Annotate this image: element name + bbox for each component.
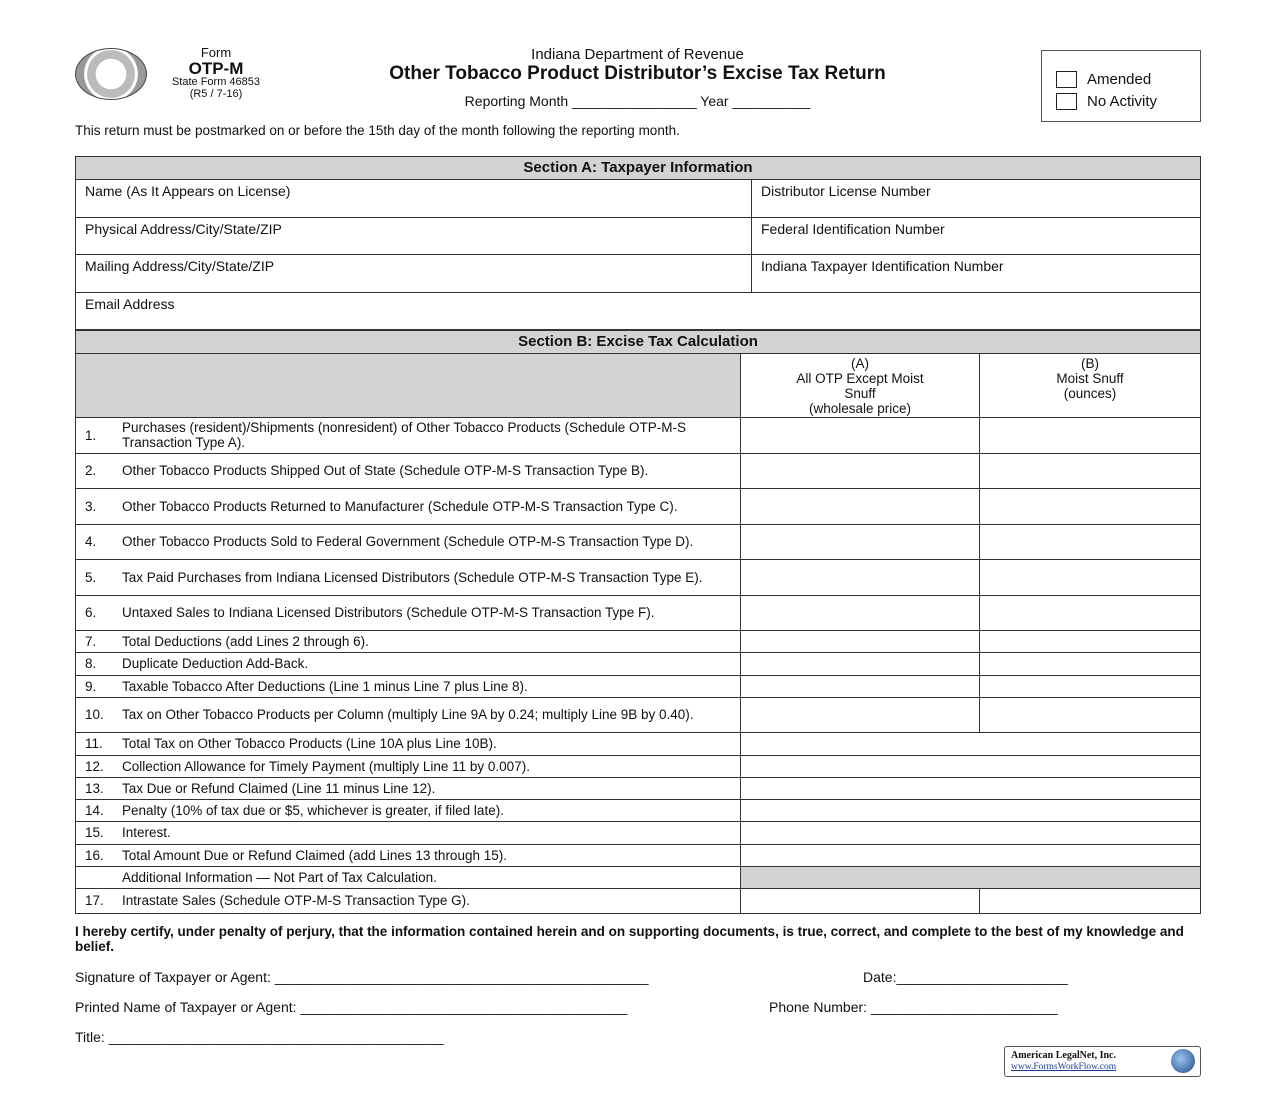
line-description: Penalty (10% of tax due or $5, whichever is greater, if filed late). (122, 802, 504, 818)
column-a-field[interactable] (740, 489, 979, 524)
column-a-field[interactable] (740, 653, 979, 675)
column-a-field[interactable] (740, 560, 979, 595)
column-divider (740, 354, 741, 417)
line-description: Collection Allowance for Timely Payment (multiply Line 11 by 0.007). (122, 758, 530, 774)
column-a-header: (A) All OTP Except Moist Snuff (wholesale price) (796, 356, 924, 416)
line-item-row (76, 652, 740, 675)
line-item-row (76, 866, 740, 888)
title-field[interactable]: ___________________________________________ (108, 1029, 444, 1045)
line-description: Tax on Other Tobacco Products per Column (multiply Line 9A by 0.24; multiply Line 9B by 0.40). (122, 707, 694, 722)
line-item-row (76, 732, 740, 755)
line-number: 14. (85, 802, 104, 818)
line-item-row (76, 755, 740, 777)
line-number: 7. (85, 633, 97, 649)
amended-checkbox[interactable] (1056, 71, 1077, 88)
license-number-field[interactable]: Distributor License Number (752, 180, 1200, 218)
amount-field[interactable] (740, 733, 1200, 755)
line-description: Tax Paid Purchases from Indiana Licensed Distributors (Schedule OTP-M-S Transaction Type E). (122, 569, 703, 585)
department-name: Indiana Department of Revenue (531, 46, 744, 63)
line-item-row (76, 888, 740, 913)
email-field[interactable]: Email Address (85, 296, 175, 312)
column-a-field[interactable] (740, 525, 979, 559)
reporting-period-field[interactable]: Reporting Month ________________ Year __________ (464, 93, 811, 109)
no-activity-checkbox[interactable] (1056, 93, 1077, 110)
physical-address-field[interactable]: Physical Address/City/State/ZIP (76, 218, 751, 255)
line-description: Other Tobacco Products Returned to Manufacturer (Schedule OTP-M-S Transaction Type C). (122, 498, 678, 514)
amount-field[interactable] (740, 778, 1200, 799)
line-description: Interest. (122, 825, 171, 840)
amended-label: Amended (1087, 71, 1152, 88)
line-number: 3. (85, 498, 97, 514)
column-a-field[interactable] (740, 631, 979, 652)
line-item-row (76, 453, 740, 488)
printed-name-field[interactable]: __________________________________________ (300, 999, 628, 1015)
column-divider (979, 354, 980, 417)
fein-field[interactable]: Federal Identification Number (752, 218, 1200, 255)
line-description: Other Tobacco Products Sold to Federal Government (Schedule OTP-M-S Transaction Type D). (122, 534, 694, 549)
title-row (75, 1029, 444, 1045)
column-b-field[interactable] (979, 560, 1200, 595)
line-number: 13. (85, 780, 104, 796)
column-b-field[interactable] (979, 653, 1200, 675)
phone-label: Phone Number: (769, 999, 868, 1015)
line-item-row (76, 799, 740, 821)
column-b-field[interactable] (979, 418, 1200, 453)
mailing-address-field[interactable]: Mailing Address/City/State/ZIP (76, 255, 751, 293)
amended-option[interactable] (1056, 71, 1151, 88)
line-number: 17. (85, 893, 104, 908)
status-checkbox-group (1041, 50, 1201, 122)
line-description: Duplicate Deduction Add-Back. (122, 656, 309, 671)
line-description: Intrastate Sales (Schedule OTP-M-S Transaction Type G). (122, 893, 470, 908)
signature-field[interactable]: ________________________________________________ (274, 969, 649, 985)
title-label: Title: (75, 1029, 105, 1045)
signature-label: Signature of Taxpayer or Agent: (75, 969, 271, 985)
line-description: Total Amount Due or Refund Claimed (add Lines 13 through 15). (122, 847, 507, 863)
column-b-field[interactable] (979, 698, 1200, 732)
line-item-row (76, 697, 740, 732)
line-number: 16. (85, 847, 104, 863)
date-field[interactable]: ______________________ (896, 969, 1068, 985)
line-number: 4. (85, 534, 97, 549)
publisher-link[interactable]: www.FormsWorkFlow.com (1011, 1062, 1117, 1072)
line-number: 11. (85, 736, 103, 751)
line-item-row (76, 417, 740, 453)
section-a-header: Section A: Taxpayer Information (76, 157, 1200, 180)
section-a-taxpayer-info (75, 156, 1201, 330)
column-a-field[interactable] (740, 676, 979, 697)
line-number: 10. (85, 707, 104, 722)
form-label: Form (200, 45, 232, 60)
amount-field[interactable] (740, 845, 1200, 866)
section-a-divider (751, 180, 752, 293)
line-item-row (76, 595, 740, 630)
printed-name-row (75, 999, 627, 1015)
line-description: Additional Information — Not Part of Tax Calculation. (122, 869, 437, 885)
amount-field[interactable] (740, 800, 1200, 821)
column-a-field[interactable] (740, 418, 979, 453)
line-description: Purchases (resident)/Shipments (nonresident) of Other Tobacco Products (Schedule OTP-M-S Transaction Type A). (122, 420, 687, 450)
name-field[interactable]: Name (As It Appears on License) (76, 180, 751, 218)
shaded-cell (740, 867, 1200, 888)
line-item-row (76, 777, 740, 799)
no-activity-option[interactable] (1056, 93, 1157, 110)
line-description: Tax Due or Refund Claimed (Line 11 minus Line 12). (122, 780, 436, 796)
column-b-field[interactable] (979, 631, 1200, 652)
line-description: Total Deductions (add Lines 2 through 6). (122, 633, 369, 649)
state-seal-icon (75, 48, 147, 100)
line-number: 9. (85, 678, 97, 694)
line-description: Total Tax on Other Tobacco Products (Line 10A plus Line 10B). (122, 736, 497, 751)
column-a-field[interactable] (740, 889, 979, 913)
column-b-field[interactable] (979, 596, 1200, 630)
line-item-row (76, 675, 740, 697)
line-number: 6. (85, 605, 97, 620)
line-number: 2. (85, 463, 97, 478)
line-number: 8. (85, 656, 97, 671)
form-code: OTP-M (188, 58, 244, 78)
taxpayer-id-field[interactable]: Indiana Taxpayer Identification Number (752, 255, 1200, 293)
line-item-row (76, 844, 740, 866)
line-description: Other Tobacco Products Shipped Out of State (Schedule OTP-M-S Transaction Type B). (122, 463, 649, 478)
page-title: Other Tobacco Product Distributor’s Excise Tax Return (389, 63, 886, 84)
column-a-field[interactable] (740, 596, 979, 630)
column-header-blank (76, 354, 740, 417)
line-item-row (76, 559, 740, 595)
column-b-field[interactable] (979, 489, 1200, 524)
date-row (863, 969, 1068, 985)
form-revision: (R5 / 7-16) (189, 88, 243, 101)
signature-row (75, 969, 649, 985)
line-item-row (76, 488, 740, 524)
line-number: 15. (85, 825, 104, 840)
section-b-tax-calculation (75, 330, 1201, 914)
line-number: 12. (85, 758, 104, 774)
certification-statement: I hereby certify, under penalty of perjury, that the information contained herein and on supporting documents, is true, correct, and complete to the best of my knowledge and belief. (75, 924, 1184, 954)
column-b-field[interactable] (979, 525, 1200, 559)
no-activity-label: No Activity (1087, 93, 1158, 110)
publisher-logo[interactable] (1004, 1046, 1201, 1077)
globe-icon (1171, 1049, 1195, 1073)
date-label: Date: (863, 969, 897, 985)
form-id-block (150, 46, 282, 101)
line-item-row (76, 524, 740, 559)
line-item-row (76, 821, 740, 844)
column-a-field[interactable] (740, 698, 979, 732)
phone-row (769, 999, 1058, 1015)
section-b-header: Section B: Excise Tax Calculation (76, 331, 1200, 354)
column-b-header: (B) Moist Snuff (ounces) (1056, 356, 1124, 401)
column-a-field[interactable] (740, 454, 979, 488)
amount-field[interactable] (740, 756, 1200, 777)
line-number: 1. (85, 427, 97, 443)
line-item-row (76, 630, 740, 652)
line-description: Untaxed Sales to Indiana Licensed Distributors (Schedule OTP-M-S Transaction Type F). (122, 605, 655, 620)
line-description: Taxable Tobacco After Deductions (Line 1 minus Line 7 plus Line 8). (122, 678, 528, 694)
phone-field[interactable]: ________________________ (870, 999, 1058, 1015)
column-b-field[interactable] (979, 454, 1200, 488)
postmark-notice: This return must be postmarked on or before the 15th day of the month following the reporting month. (75, 123, 680, 138)
printed-name-label: Printed Name of Taxpayer or Agent: (75, 999, 297, 1015)
publisher-name: American LegalNet, Inc. (1011, 1050, 1116, 1061)
column-b-field[interactable] (979, 676, 1200, 697)
amount-field[interactable] (740, 822, 1200, 844)
column-b-field[interactable] (979, 889, 1200, 913)
line-number: 5. (85, 569, 97, 585)
state-form-number: State Form 46853 (171, 76, 261, 89)
